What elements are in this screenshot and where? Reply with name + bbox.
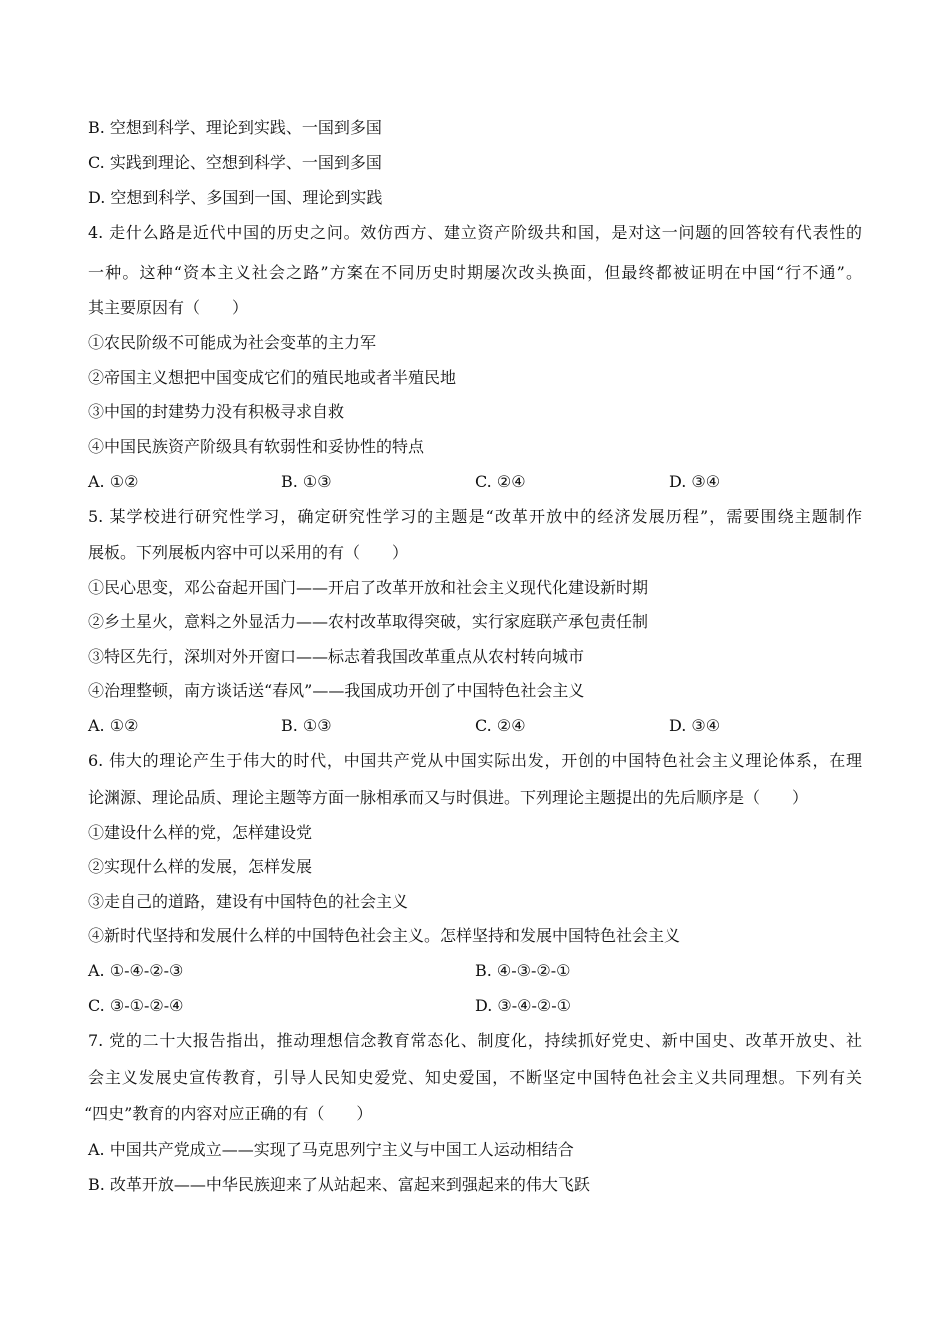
q6-option-c: C. ③-①-②-④ xyxy=(88,996,184,1015)
q6-option-d: D. ③-④-②-① xyxy=(475,996,572,1015)
q4-item-1: ①农民阶级不可能成为社会变革的主力军 xyxy=(88,333,377,352)
q7-stem-line-1: 7. 党的二十大报告指出，推动理想信念教育常态化、制度化，持续抓好党史、新中国史、改革开放史、社 xyxy=(88,1031,862,1050)
q4-stem-line-2: 一种。这种“资本主义社会之路”方案在不同历史时期屡次改头换面，但最终都被证明在中国“行不通”。 xyxy=(88,263,862,282)
q7-option-a: A. 中国共产党成立——实现了马克思列宁主义与中国工人运动相结合 xyxy=(88,1140,574,1159)
q7-option-b: B. 改革开放——中华民族迎来了从站起来、富起来到强起来的伟大飞跃 xyxy=(88,1175,590,1194)
q5-item-3: ③特区先行，深圳对外开窗口——标志着我国改革重点从农村转向城市 xyxy=(88,647,585,666)
q5-item-1: ①民心思变，邓公奋起开国门——开启了改革开放和社会主义现代化建设新时期 xyxy=(88,578,649,597)
q6-stem-line-1: 6. 伟大的理论产生于伟大的时代，中国共产党从中国实际出发，开创的中国特色社会主义理论体系，在理 xyxy=(88,751,862,770)
q3-option-c: C. 实践到理论、空想到科学、一国到多国 xyxy=(88,153,382,172)
q3-option-d: D. 空想到科学、多国到一国、理论到实践 xyxy=(88,188,383,207)
q7-stem-line-2: 会主义发展史宣传教育，引导人民知史爱党、知史爱国，不断坚定中国特色社会主义共同理想。下列有关 xyxy=(88,1068,862,1087)
q5-stem-line-1: 5. 某学校进行研究性学习，确定研究性学习的主题是“改革开放中的经济发展历程”，需要围绕主题制作 xyxy=(88,507,862,526)
q5-stem-line-2: 展板。下列展板内容中可以采用的有（ ） xyxy=(88,543,409,562)
q5-item-2: ②乡土星火，意料之外显活力——农村改革取得突破，实行家庭联产承包责任制 xyxy=(88,612,649,631)
q6-option-a: A. ①-④-②-③ xyxy=(88,961,184,980)
q5-option-a: A. ①② xyxy=(88,716,139,735)
q6-item-3: ③走自己的道路，建设有中国特色的社会主义 xyxy=(88,892,409,911)
q5-option-c: C. ②④ xyxy=(475,716,526,735)
q4-option-d: D. ③④ xyxy=(669,472,721,491)
q4-item-2: ②帝国主义想把中国变成它们的殖民地或者半殖民地 xyxy=(88,368,457,387)
q6-option-b: B. ④-③-②-① xyxy=(475,961,571,980)
q5-option-b: B. ①③ xyxy=(281,716,332,735)
q4-stem-line-3: 其主要原因有（ ） xyxy=(88,298,249,317)
q6-item-1: ①建设什么样的党，怎样建设党 xyxy=(88,823,313,842)
q5-option-d: D. ③④ xyxy=(669,716,721,735)
q6-stem-line-2: 论渊源、理论品质、理论主题等方面一脉相承而又与时俱进。下列理论主题提出的先后顺序是（ ） xyxy=(88,788,809,807)
q3-option-b: B. 空想到科学、理论到实践、一国到多国 xyxy=(88,118,382,137)
q4-option-a: A. ①② xyxy=(88,472,139,491)
q4-option-c: C. ②④ xyxy=(475,472,526,491)
q4-stem-line-1: 4. 走什么路是近代中国的历史之问。效仿西方、建立资产阶级共和国，是对这一问题的回答较有代表性的 xyxy=(88,223,862,242)
q4-item-4: ④中国民族资产阶级具有软弱性和妥协性的特点 xyxy=(88,437,425,456)
q5-item-4: ④治理整顿，南方谈话送“春风”——我国成功开创了中国特色社会主义 xyxy=(88,681,585,700)
q4-option-b: B. ①③ xyxy=(281,472,332,491)
q6-item-4: ④新时代坚持和发展什么样的中国特色社会主义。怎样坚持和发展中国特色社会主义 xyxy=(88,926,681,945)
q6-item-2: ②实现什么样的发展，怎样发展 xyxy=(88,857,313,876)
q7-stem-line-3: “四史”教育的内容对应正确的有（ ） xyxy=(84,1104,373,1123)
q4-item-3: ③中国的封建势力没有积极寻求自救 xyxy=(88,402,345,421)
